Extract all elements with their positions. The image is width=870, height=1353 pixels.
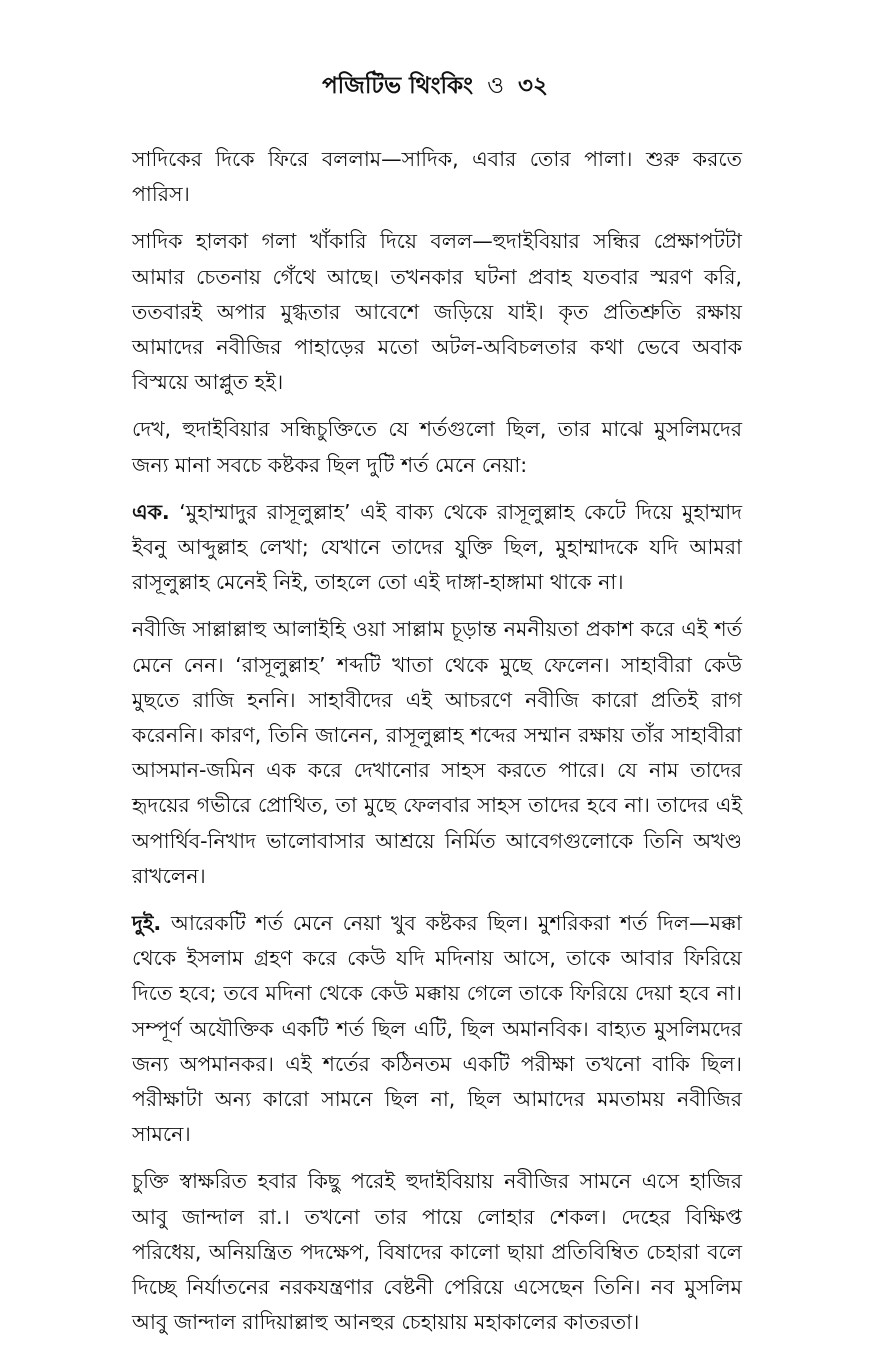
paragraph [132, 1164, 742, 1340]
book-title: পজিটিভ থিংকিং [322, 73, 474, 99]
paragraph [132, 412, 742, 482]
point-lead-one: এক. [132, 499, 170, 524]
paragraph [132, 142, 742, 212]
page-body [132, 142, 742, 1353]
paragraph-text: আরেকটি শর্ত মেনে নেয়া খুব কষ্টকর ছিল। মুশরিকরা শর্ত দিল—মক্কা থেকে ইসলাম গ্রহণ করে কেউ যদি মদিনায় আসে, তাকে আবার ফিরিয়ে দিতে হবে; তবে মদিনা থেকে কেউ মক্কায় গেলে তাকে ফিরিয়ে দেয়া হবে না। সম্পূর্ণ অযৌক্তিক একটি শর্ত ছিল এটি, ছিল অমানবিক। বাহ্যত মুসলিমদের জন্য অপমানকর। এই শর্তের কঠিনতম একটি পরীক্ষা তখনো বাকি ছিল। পরীক্ষাটা অন্য কারো সামনে ছিল না, ছিল আমাদের মমতাময় নবীজির সামনে। [132, 911, 742, 1147]
paragraph-text: সাদিক হালকা গলা খাঁকারি দিয়ে বলল—হুদাইবিয়ার সন্ধির প্রেক্ষাপটটা আমার চেতনায় গেঁথে আছে। তখনকার ঘটনা প্রবাহ যতবার স্মরণ করি, ততবারই অপার মুগ্ধতার আবেশে জড়িয়ে যাই। কৃত প্রতিশ্রুতি রক্ষায় আমাদের নবীজির পাহাড়ের মতো অটল-অবিচলতার কথা ভেবে অবাক বিস্ময়ে আপ্লুত হই। [132, 229, 742, 395]
paragraph-text: চুক্তি স্বাক্ষরিত হবার কিছু পরেই হুদাইবিয়ায় নবীজির সামনে এসে হাজির আবু জান্দাল রা.। তখনো তার পায়ে লোহার শেকল। দেহের বিক্ষিপ্ত পরিধেয়, অনিয়ন্ত্রিত পদক্ষেপ, বিষাদের কালো ছায়া প্রতিবিম্বিত চেহারা বলে দিচ্ছে নির্যাতনের নরকযন্ত্রণার বেষ্টনী পেরিয়ে এসেছেন তিনি। নব মুসলিম আবু জান্দাল রাদিয়াল্লাহু আনহুর চেহায়ায় মহাকালের কাতরতা। [132, 1169, 742, 1335]
point-lead-two: দুই. [132, 911, 162, 936]
paragraph-condition-two [132, 906, 742, 1152]
header-separator: ও [487, 73, 504, 99]
page-number: ৩২ [518, 73, 548, 99]
paragraph [132, 612, 742, 894]
paragraph-condition-one [132, 495, 742, 601]
running-header [0, 70, 870, 102]
paragraph [132, 224, 742, 400]
paragraph-text: দেখ, হুদাইবিয়ার সন্ধিচুক্তিতে যে শর্তগুলো ছিল, তার মাঝে মুসলিমদের জন্য মানা সবচে কষ্টকর ছিল দুটি শর্ত মেনে নেয়া: [132, 417, 742, 477]
paragraph-text: নবীজি সাল্লাল্লাহু আলাইহি ওয়া সাল্লাম চূড়ান্ত নমনীয়তা প্রকাশ করে এই শর্ত মেনে নেন। ‘রাসূলুল্লাহ’ শব্দটি খাতা থেকে মুছে ফেলেন। সাহাবীরা কেউ মুছতে রাজি হননি। সাহাবীদের এই আচরণে নবীজি কারো প্রতিই রাগ করেননি। কারণ, তিনি জানেন, রাসূলুল্লাহ শব্দের সম্মান রক্ষায় তাঁর সাহাবীরা আসমান-জমিন এক করে দেখানোর সাহস করতে পারে। যে নাম তাদের হৃদয়ের গভীরে প্রোথিত, তা মুছে ফেলবার সাহস তাদের হবে না। তাদের এই অপার্থিব-নিখাদ ভালোবাসার আশ্রয়ে নির্মিত আবেগগুলোকে তিনি অখণ্ড রাখলেন। [132, 617, 742, 888]
paragraph-text: ‘মুহাম্মাদুর রাসূলুল্লাহ’ এই বাক্য থেকে রাসূলুল্লাহ কেটে দিয়ে মুহাম্মাদ ইবনু আব্দুল্লাহ লেখা; যেখানে তাদের যুক্তি ছিল, মুহাম্মাদকে যদি আমরা রাসূলুল্লাহ মেনেই নিই, তাহলে তো এই দাঙ্গা-হাঙ্গামা থাকে না। [132, 499, 742, 595]
paragraph-text: সাদিকের দিকে ফিরে বললাম—সাদিক, এবার তোর পালা। শুরু করতে পারিস। [132, 147, 742, 207]
